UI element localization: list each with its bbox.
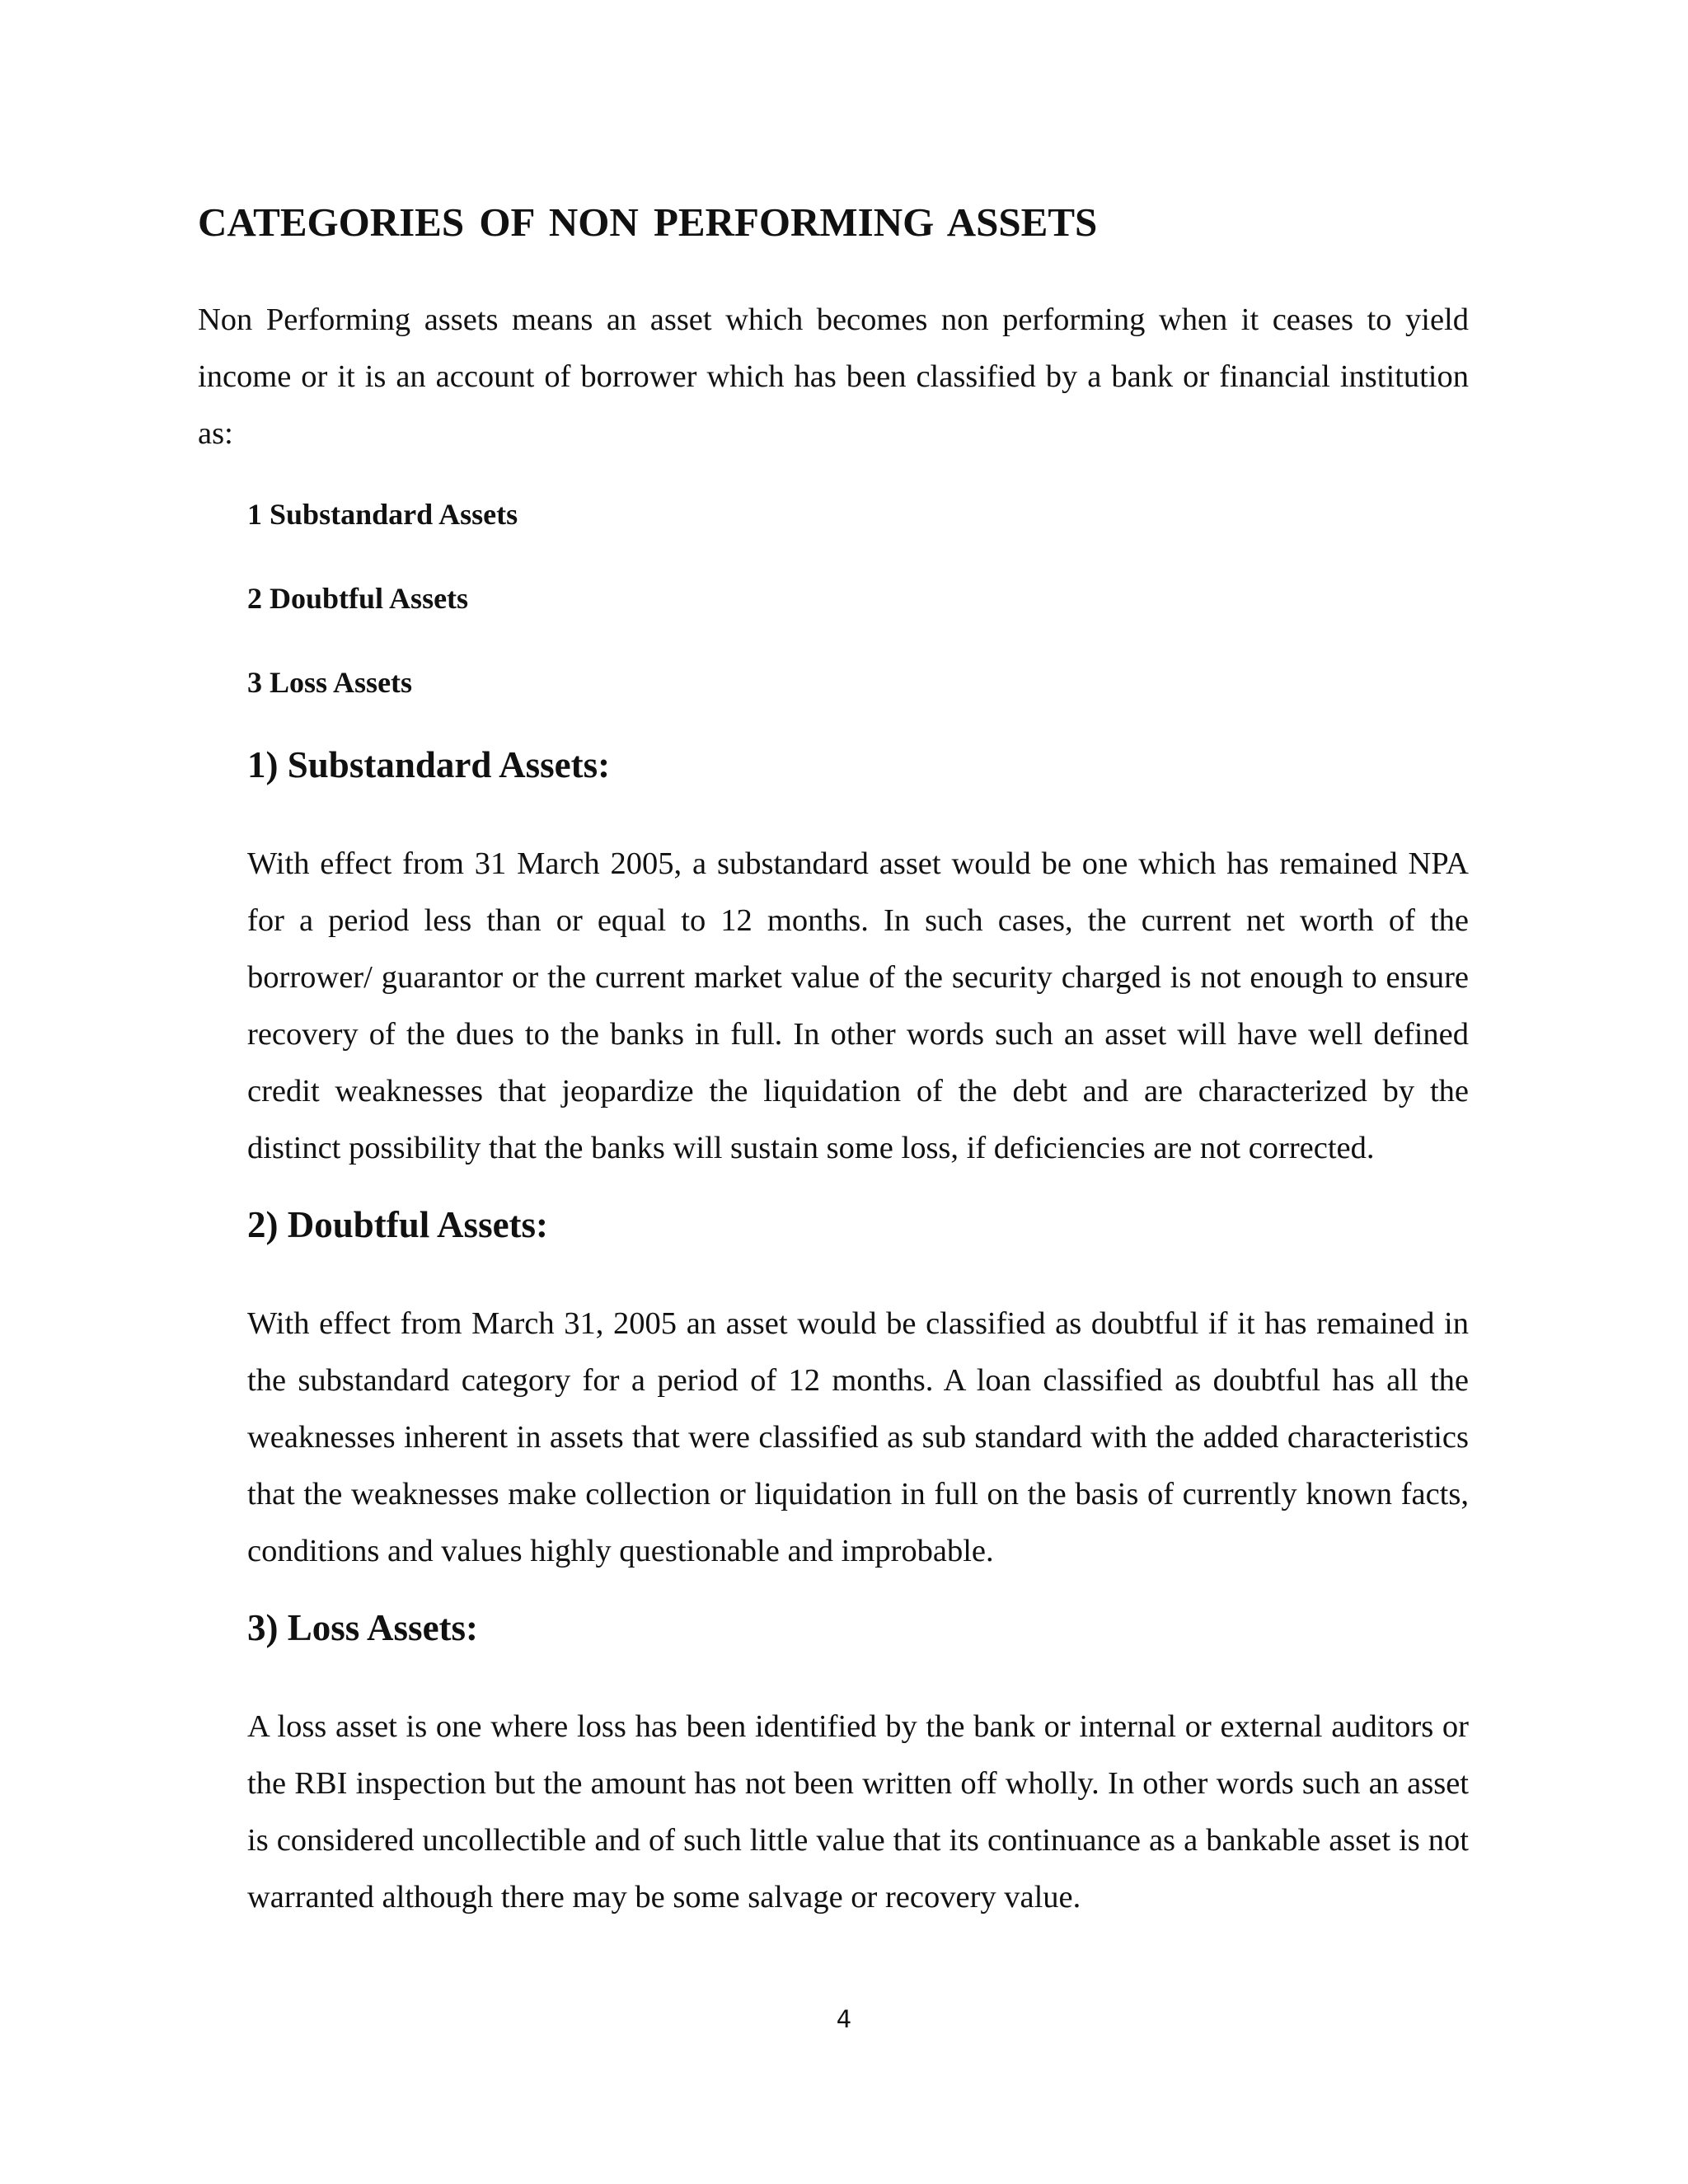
- intro-paragraph: Non Performing assets means an asset which becomes non performing when it ceases to yield income or it is an account of borrower which has been classified by a bank or financial institution as:: [198, 302, 1469, 451]
- list-item-substandard: 1 Substandard Assets: [247, 498, 518, 531]
- list-item-doubtful: 2 Doubtful Assets: [247, 582, 469, 615]
- list-item-loss: 3 Loss Assets: [247, 666, 413, 699]
- section-heading-doubtful: 2) Doubtful Assets:: [247, 1204, 549, 1245]
- section-heading-substandard: 1) Substandard Assets:: [247, 744, 611, 785]
- section-heading-loss: 3) Loss Assets:: [247, 1607, 479, 1648]
- section-text-substandard: With effect from 31 March 2005, a substandard asset would be one which has remained NPA for a period less than or equal to 12 months. In such cases, the current net worth of the borrower/ guarantor or the current market value of the security charged is not enough to ensure recovery of the dues to the banks in full. In other words such an asset will have well defined credit weaknesses that jeopardize the liquidation of the debt and are characterized by the distinct possibility that the banks will sustain some loss, if deficiencies are not corrected.: [247, 846, 1469, 1165]
- section-text-doubtful: With effect from March 31, 2005 an asset would be classified as doubtful if it has remained in the substandard category for a period of 12 months. A loan classified as doubtful has all the weaknesses inherent in assets that were classified as sub standard with the added characteristics that the weaknesses make collection or liquidation in full on the basis of currently known facts, conditions and values highly questionable and improbable.: [247, 1306, 1469, 1568]
- page-title: CATEGORIES OF NON PERFORMING ASSETS: [198, 199, 1098, 245]
- section-text-loss: A loss asset is one where loss has been identified by the bank or internal or external auditors or the RBI inspection but the amount has not been written off wholly. In other words such an asset is considered uncollectible and of such little value that its continuance as a bankable asset is not warranted although there may be some salvage or recovery value.: [247, 1709, 1469, 1915]
- page-number: 4: [836, 2005, 852, 2033]
